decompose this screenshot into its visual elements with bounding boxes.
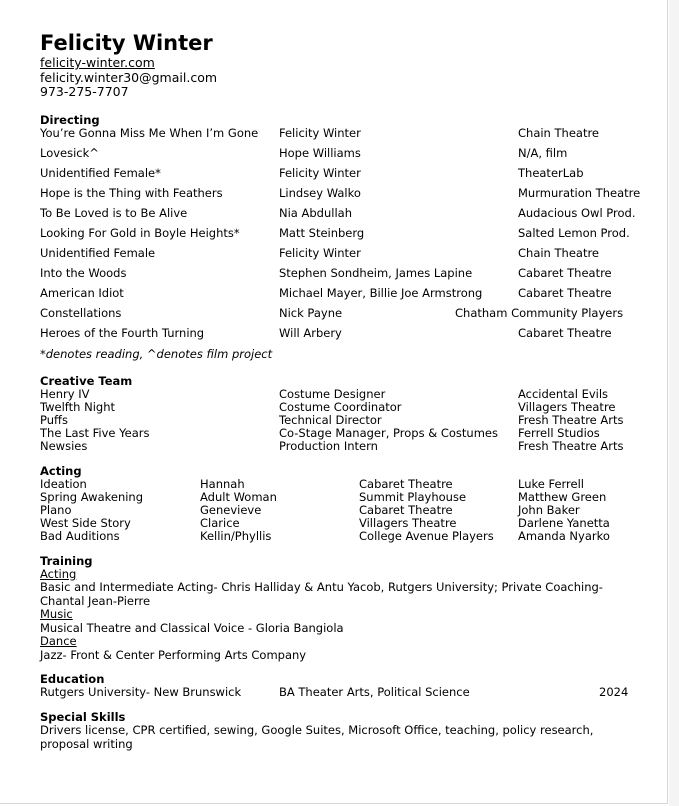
section-heading-acting: Acting [40, 463, 82, 478]
director: John Baker [518, 502, 580, 517]
venue: TheaterLab [518, 165, 584, 180]
table-row [40, 167, 640, 187]
position: Co-Stage Manager, Props & Costumes [279, 425, 498, 440]
training-music-text: Musical Theatre and Classical Voice - Gloria Bangiola [40, 620, 344, 635]
role: Hannah [200, 476, 245, 491]
venue: Salted Lemon Prod. [518, 225, 630, 240]
creative-team-list [40, 388, 640, 453]
training-subheading-dance: Dance [40, 634, 77, 648]
venue: Audacious Owl Prod. [518, 205, 636, 220]
role: Adult Woman [200, 489, 277, 504]
table-row [40, 147, 640, 167]
graduation-year: 2024 [599, 685, 629, 699]
production-title: Unidentified Female [40, 245, 156, 260]
position: Costume Designer [279, 386, 386, 401]
website-link[interactable]: felicity-winter.com [40, 55, 155, 70]
playwright: Nia Abdullah [279, 205, 352, 220]
table-row [40, 187, 640, 207]
acting-list [40, 478, 640, 543]
footnote: *denotes reading, ^denotes film project [40, 346, 273, 361]
production-title: Plano [40, 502, 72, 517]
table-row [40, 530, 640, 543]
section-heading-special-skills: Special Skills [40, 710, 126, 724]
position: Costume Coordinator [279, 399, 402, 414]
email-text: felicity.winter30@gmail.com [40, 69, 218, 85]
production-title: Looking For Gold in Boyle Heights* [40, 225, 240, 240]
playwright: Michael Mayer, Billie Joe Armstrong [279, 285, 483, 300]
table-row [40, 267, 640, 287]
director: Matthew Green [518, 489, 607, 504]
training-acting-text: Basic and Intermediate Acting- Chris Halliday & Antu Yacob, Rutgers University; Private Coaching- Chantal Jean-Pierre [40, 580, 603, 608]
production-title: You’re Gonna Miss Me When I’m Gone [40, 125, 259, 140]
role: Genevieve [200, 502, 262, 517]
company: Fresh Theatre Arts [518, 412, 624, 427]
table-row [40, 478, 640, 491]
role: Clarice [200, 515, 240, 530]
director: Darlene Yanetta [518, 515, 610, 530]
production-title: To Be Loved is to Be Alive [40, 205, 188, 220]
school: Rutgers University- New Brunswick [40, 685, 242, 699]
venue: Cabaret Theatre [359, 476, 453, 491]
candidate-name: Felicity Winter [40, 31, 213, 55]
table-row [40, 401, 640, 414]
venue: Cabaret Theatre [359, 502, 453, 517]
section-heading-creative-team: Creative Team [40, 373, 133, 388]
table-row [40, 287, 640, 307]
venue: Chatham Community Players [455, 305, 624, 320]
production-title: Bad Auditions [40, 528, 120, 543]
venue: Summit Playhouse [359, 489, 467, 504]
table-row [40, 427, 640, 440]
position: Production Intern [279, 438, 378, 453]
table-row [40, 414, 640, 427]
training-subheading-acting: Acting [40, 566, 77, 581]
venue: Chain Theatre [518, 245, 599, 260]
production-title: American Idiot [40, 285, 124, 300]
role: Kellin/Phyllis [200, 528, 272, 543]
venue: Chain Theatre [518, 125, 599, 140]
phone-text: 973-275-7707 [40, 84, 129, 99]
degree: BA Theater Arts, Political Science [279, 685, 470, 699]
company: Villagers Theatre [518, 399, 616, 414]
playwright: Felicity Winter [279, 245, 361, 260]
section-heading-directing: Directing [40, 112, 100, 127]
directing-list [40, 127, 640, 347]
contact-block [40, 56, 640, 100]
production-title: Twelfth Night [40, 399, 115, 414]
production-title: Unidentified Female* [40, 165, 161, 180]
production-title: West Side Story [40, 515, 131, 530]
production-title: Into the Woods [40, 265, 127, 280]
production-title: Heroes of the Fourth Turning [40, 325, 205, 340]
playwright: Nick Payne [279, 305, 343, 320]
playwright: Stephen Sondheim, James Lapine [279, 265, 473, 280]
section-heading-training: Training [40, 553, 93, 568]
table-row [40, 388, 640, 401]
venue: Cabaret Theatre [518, 285, 612, 300]
table-row [40, 307, 640, 327]
production-title: Ideation [40, 476, 87, 491]
director: Luke Ferrell [518, 476, 585, 491]
production-title: Lovesick^ [40, 145, 99, 160]
production-title: Puffs [40, 412, 68, 427]
venue: Villagers Theatre [359, 515, 457, 530]
venue: N/A, film [518, 145, 568, 160]
production-title: Constellations [40, 305, 122, 320]
company: Ferrell Studios [518, 425, 600, 440]
training-dance-text: Jazz- Front & Center Performing Arts Company [40, 647, 307, 662]
playwright: Will Arbery [279, 325, 342, 340]
position: Technical Director [279, 412, 382, 427]
table-row [40, 491, 640, 504]
production-title: Spring Awakening [40, 489, 144, 504]
table-row [40, 327, 640, 347]
table-row [40, 127, 640, 147]
company: Fresh Theatre Arts [518, 438, 624, 453]
table-row [40, 517, 640, 530]
resume-content [40, 30, 640, 751]
venue: Murmuration Theatre [518, 185, 641, 200]
table-row [40, 207, 640, 227]
production-title: The Last Five Years [40, 425, 150, 440]
company: Accidental Evils [518, 386, 609, 401]
table-row [40, 504, 640, 517]
production-title: Hope is the Thing with Feathers [40, 185, 223, 200]
director: Amanda Nyarko [518, 528, 610, 543]
section-heading-education: Education [40, 672, 105, 686]
playwright: Lindsey Walko [279, 185, 361, 200]
training-subheading-music: Music [40, 607, 73, 621]
playwright: Matt Steinberg [279, 225, 365, 240]
playwright: Hope Williams [279, 145, 361, 160]
playwright: Felicity Winter [279, 165, 361, 180]
venue: College Avenue Players [359, 528, 494, 543]
table-row [40, 247, 640, 267]
venue: Cabaret Theatre [518, 325, 612, 340]
table-row [40, 440, 640, 453]
table-row [40, 227, 640, 247]
scrollbar[interactable] [669, 0, 679, 806]
playwright: Felicity Winter [279, 125, 361, 140]
production-title: Henry IV [40, 386, 90, 401]
production-title: Newsies [40, 438, 88, 453]
skills-text: Drivers license, CPR certified, sewing, Google Suites, Microsoft Office, teaching, policy research, proposal writing [40, 723, 594, 751]
education-row [40, 686, 640, 699]
venue: Cabaret Theatre [518, 265, 612, 280]
